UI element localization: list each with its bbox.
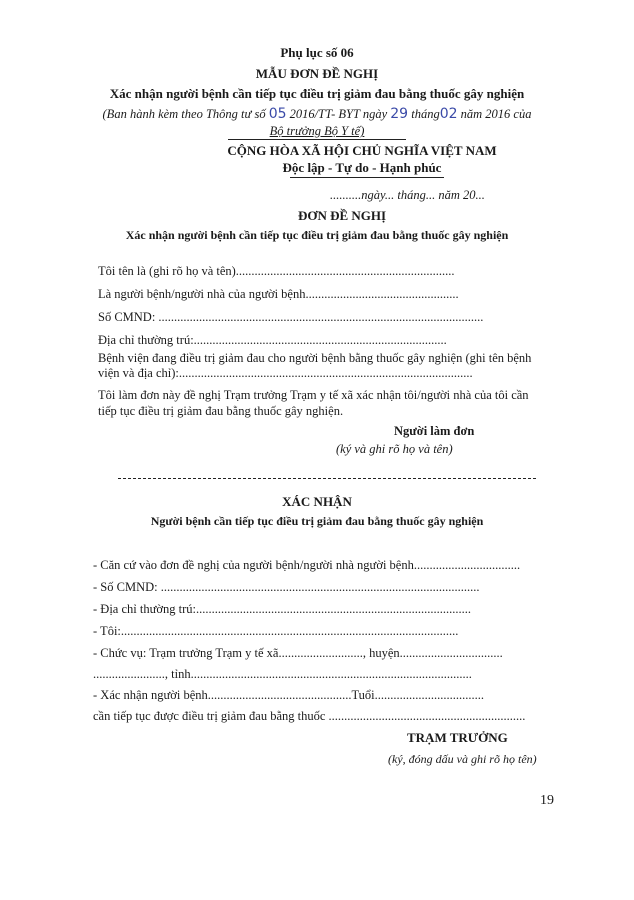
request-field-id[interactable]: Số CMND: ........................................................................................................ bbox=[98, 310, 484, 324]
request-field-hospital-cont[interactable]: viện và địa chỉ):.............................................................................................. bbox=[98, 366, 473, 380]
issued-number: 05 bbox=[268, 106, 287, 122]
issued-by: Bộ trưởng Bộ Y tế) bbox=[269, 124, 365, 138]
confirm-signer-title: TRẠM TRƯỞNG bbox=[407, 730, 508, 745]
request-field-name[interactable]: Tôi tên là (ghi rõ họ và tên)...................................................................... bbox=[98, 264, 455, 278]
request-title: ĐƠN ĐỀ NGHỊ bbox=[297, 208, 387, 223]
confirm-field-position[interactable]: - Chức vụ: Trạm trưởng Trạm y tế xã..........................., huyện................................. bbox=[93, 646, 503, 660]
request-signer-note: (ký và ghi rõ họ và tên) bbox=[336, 442, 453, 456]
issued-prefix: (Ban hành kèm theo Thông tư số bbox=[102, 107, 269, 121]
confirm-field-id[interactable]: - Số CMND: ...................................................................................................... bbox=[93, 580, 480, 594]
issued-month: 02 bbox=[439, 106, 458, 122]
issued-underline bbox=[228, 139, 406, 140]
confirm-field-basis[interactable]: - Căn cứ vào đơn đề nghị của người bệnh/người nhà người bệnh.................................. bbox=[93, 558, 521, 572]
confirm-signer-note: (ký, đóng dấu và ghi rõ họ tên) bbox=[388, 752, 537, 766]
country-name: CỘNG HÒA XÃ HỘI CHỦ NGHĨA VIỆT NAM bbox=[227, 143, 497, 158]
request-statement: Tôi làm đơn này đề nghị Trạm trưởng Trạm y tế xã xác nhận tôi/người nhà của tôi cần bbox=[98, 388, 529, 402]
issued-month-label: tháng bbox=[408, 107, 440, 121]
confirmation-subtitle: Người bệnh cần tiếp tục điều trị giảm đau bằng thuốc gây nghiện bbox=[150, 514, 484, 528]
request-signer-title: Người làm đơn bbox=[394, 424, 475, 438]
request-statement-cont: tiếp tục điều trị giảm đau bằng thuốc gây nghiện. bbox=[98, 404, 344, 418]
motto-underline bbox=[290, 177, 444, 178]
confirm-field-patient[interactable]: - Xác nhận người bệnh..............................................Tuổi................................... bbox=[93, 688, 485, 702]
request-field-address[interactable]: Địa chỉ thường trú:................................................................................. bbox=[98, 333, 447, 347]
request-field-hospital[interactable]: Bệnh viện đang điều trị giảm đau cho người bệnh bằng thuốc gây nghiện (ghi tên bệnh bbox=[98, 351, 532, 365]
issued-line bbox=[0, 106, 634, 122]
section-divider bbox=[118, 478, 536, 479]
confirm-field-me[interactable]: - Tôi:............................................................................................................ bbox=[93, 624, 459, 638]
issued-mid: 2016/TT- BYT ngày bbox=[286, 107, 391, 121]
national-motto: Độc lập - Tự do - Hạnh phúc bbox=[282, 160, 442, 175]
date-line: ..........ngày... tháng... năm 20... bbox=[330, 188, 485, 202]
confirm-field-province[interactable]: ......................., tỉnh.......................................................................................... bbox=[93, 667, 472, 681]
form-subtitle: Xác nhận người bệnh cần tiếp tục điều trị giảm đau bằng thuốc gây nghiện bbox=[109, 86, 525, 101]
issued-day: 29 bbox=[390, 106, 409, 122]
request-subtitle: Xác nhận người bệnh cần tiếp tục điều trị giảm đau bằng thuốc gây nghiện bbox=[125, 228, 509, 242]
confirm-field-address[interactable]: - Địa chỉ thường trú:........................................................................................ bbox=[93, 602, 471, 616]
appendix-label: Phụ lục số 06 bbox=[280, 45, 354, 60]
page-number: 19 bbox=[540, 793, 554, 808]
confirmation-title: XÁC NHẬN bbox=[282, 494, 352, 509]
confirm-field-need[interactable]: cần tiếp tục được điều trị giảm đau bằng thuốc ............................................................... bbox=[93, 709, 526, 723]
form-title: MẪU ĐƠN ĐỀ NGHỊ bbox=[255, 66, 379, 81]
request-field-relation[interactable]: Là người bệnh/người nhà của người bệnh................................................. bbox=[98, 287, 459, 301]
issued-year: năm 2016 của bbox=[457, 107, 532, 121]
